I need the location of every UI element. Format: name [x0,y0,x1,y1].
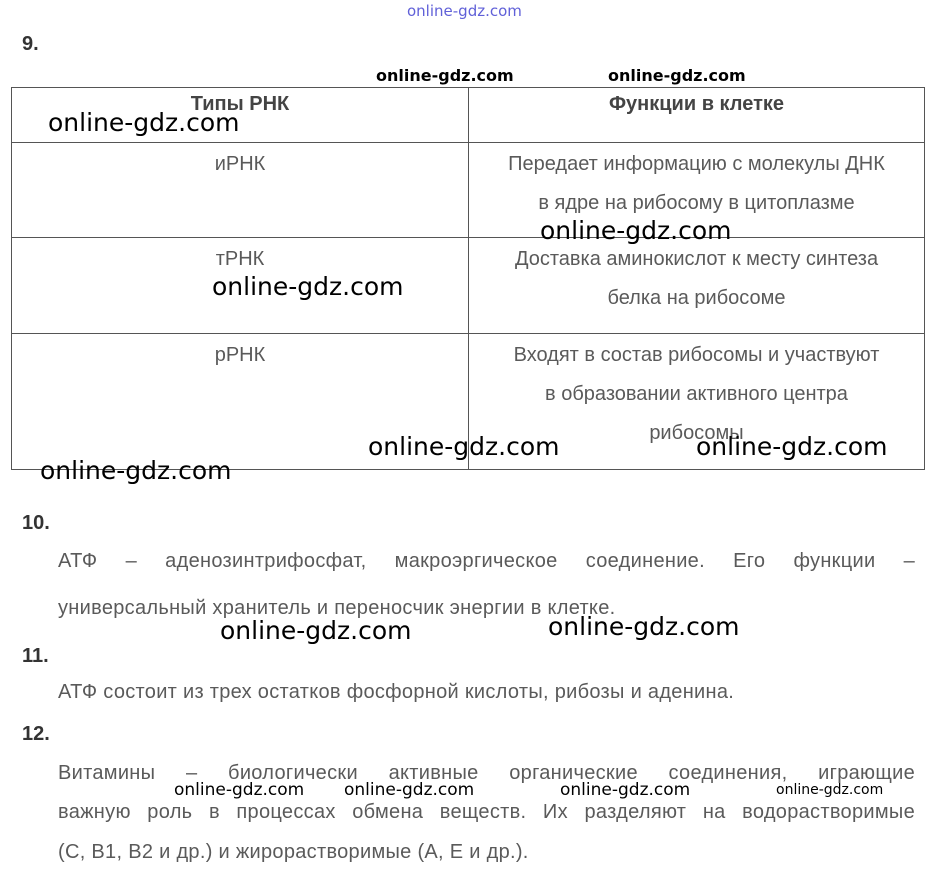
function-line: в ядре на рибосому в цитоплазме [538,192,855,214]
rna-type-cell: иРНК [12,143,469,238]
watermark: online-gdz.com [212,272,404,301]
question-10-number: 10. [22,512,50,534]
watermark: online-gdz.com [174,780,305,800]
watermark: online-gdz.com [696,432,888,461]
table-row [12,143,925,238]
table-row [12,238,925,334]
watermark: online-gdz.com [776,782,884,798]
question-12-number: 12. [22,723,50,745]
watermark: online-gdz.com [40,456,232,485]
function-line: белка на рибосоме [607,287,786,309]
rna-type-cell: тРНК [12,238,469,334]
table-header-rna-types: Типы РНК [12,88,469,143]
question-10-line-2: универсальный хранитель и переносчик энергии в клетке. [58,597,616,619]
watermark: online-gdz.com [220,616,412,645]
watermark: online-gdz.com [540,216,732,245]
function-line: Доставка аминокислот к месту синтеза [514,248,879,270]
question-11-text: АТФ состоит из трех остатков фосфорной кислоты, рибозы и аденина. [58,681,735,703]
function-line: в образовании активного центра [545,383,848,405]
watermark: online-gdz.com [608,66,746,85]
rna-function-cell [469,238,925,334]
question-12-line-1: Витамины – биологически активные органические соединения, играющие [58,762,915,784]
question-10-line-1: АТФ – аденозинтрифосфат, макроэргическое соединение. Его функции – [58,550,915,572]
watermark: online-gdz.com [376,66,514,85]
watermark: online-gdz.com [560,780,691,800]
watermark: online-gdz.com [368,432,560,461]
watermark: online-gdz.com [548,612,740,641]
function-line: Передает информацию с молекулы ДНК [508,153,885,175]
question-12-line-3: (C, B1, B2 и др.) и жирорастворимые (A, E и др.). [58,841,529,863]
rna-types-table [11,87,925,470]
watermark: online-gdz.com [344,780,475,800]
table-header-cell-functions: Функции в клетке [469,88,925,143]
question-11-number: 11. [22,645,49,667]
function-line: Входят в состав рибосомы и участвуют [513,344,880,366]
rna-type-cell: рРНК [12,334,469,470]
watermark: online-gdz.com [48,108,240,137]
function-line: рибосомы [649,422,744,444]
question-12-line-2: важную роль в процессах обмена веществ. Их разделяют на водорастворимые [58,801,915,823]
header-watermark: online-gdz.com [407,2,522,20]
question-9-number: 9. [22,33,39,55]
